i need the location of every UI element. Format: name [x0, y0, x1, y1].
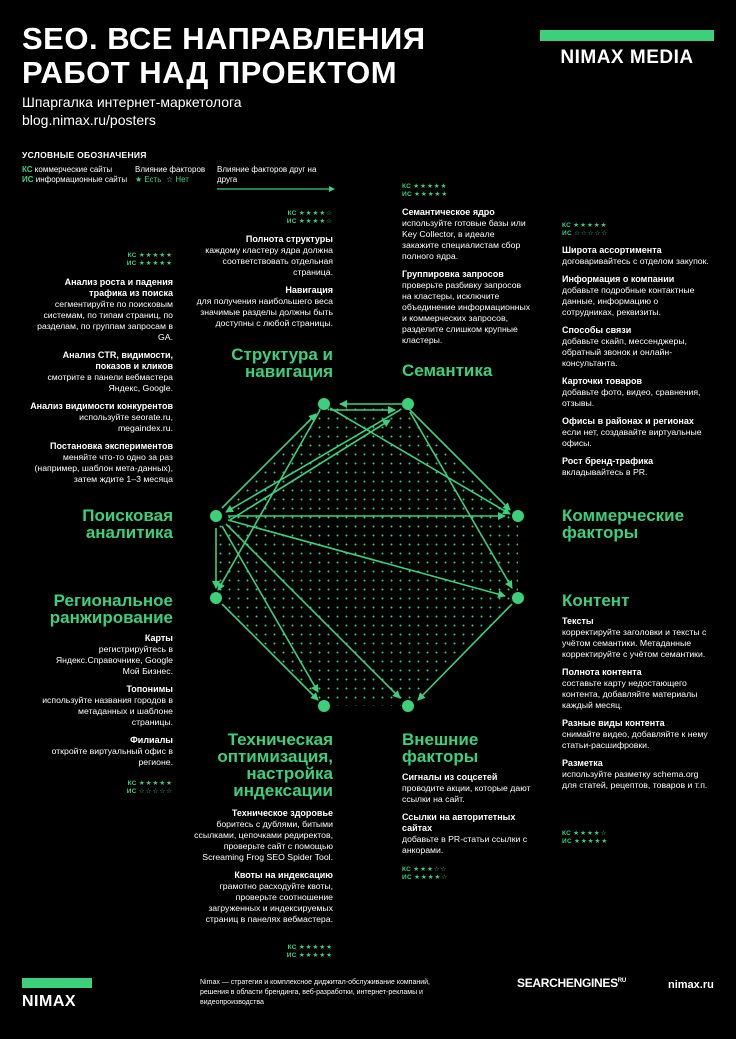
structure-title: Структура и навигация: [231, 345, 333, 381]
commercial-rating: КС ★★★★★ ИС ☆☆☆☆☆: [562, 222, 609, 237]
analytics-title: Поисковая аналитика: [82, 506, 173, 542]
node-technical: [318, 700, 330, 712]
legend-is-text: информационные сайты: [35, 175, 128, 184]
regional-items: Карты регистрируйтесь в Яндекс.Справочнике, Google Мой Бизнес. Топонимы используйте названия городов в метаданных и шаблоне страницы. Филиалы откройте виртуальный офис в регионе.: [42, 633, 173, 767]
content-rating: КС ★★★★☆ ИС ★★★★★: [562, 830, 609, 845]
semantics-items: Семантическое ядро используйте готовые базы или Key Collector, в идеале закажите специалистам сбор полного ядра. Группировка запросов проверьте разбивку запросов на кластеры, исключите объединение информационных и коммерческих запросов, разделите слишком крупные кластеры.: [402, 207, 531, 345]
analytics-items: Анализ роста и падения трафика из поиска сегментируйте по поисковым системам, по типам страниц, по разделам, по группам запросам в GA. Анализ CTR, видимости, показов и кликов смотрите в панели вебмастера Яндекс, Google. Анализ видимости конкурентов используйте seorate.ru, megaindex.ru. Постановка экспериментов меняйте что-то одно за раз (например, шаблон мета-данных), затем ждите 1–3 месяца: [30, 277, 173, 484]
external-title: Внешние факторы: [402, 730, 479, 766]
node-semantics: [402, 398, 414, 410]
footer-logo[interactable]: [22, 978, 92, 1011]
regional-rating: КС ★★★★★ ИС ☆☆☆☆☆: [126, 780, 173, 795]
dotted-octagon: [216, 404, 518, 706]
node-regional: [210, 592, 222, 604]
searchengines-logo-suffix: RU: [617, 978, 626, 984]
node-content: [512, 592, 524, 604]
brand-name: NIMAX MEDIA: [560, 47, 694, 68]
regional-title: Региональное ранжирование: [49, 591, 173, 627]
legend-is-code: ИС: [22, 175, 34, 184]
page-subtitle: Шпаргалка интернет-маркетолога blog.nimax.ru/posters: [22, 94, 242, 128]
structure-rating: КС ★★★★☆ ИС ★★★★☆: [286, 210, 333, 225]
node-structure: [318, 398, 330, 410]
footer-description: Nimax — стратегия и комплексное диджитал-обслуживание компаний, решения в области брендинга, веб-разработки, интернет-рекламы и видеопроизводства: [200, 979, 430, 1006]
technical-items: Техническое здоровье боритесь с дублями, битыми ссылками, цепочками редиректов, проверьте сайт с помощью Screaming Frog SEO Spider Tool. Квоты на индексацию грамотно расходуйте квоты, проверьте соотношение загруженных и индексируемых страниц в панелях вебмастера.: [194, 808, 333, 924]
commercial-title: Коммерческие факторы: [562, 506, 685, 542]
legend-influence: Влияние факторов: [135, 165, 206, 174]
legend-yes: ★ Есть: [135, 175, 162, 184]
structure-items: Полнота структуры каждому кластеру ядра должна соответствовать отдельная страница. Навигация для получения наибольшего веса значимые разделы должны быть доступны с любой страницы.: [196, 234, 333, 328]
searchengines-logo[interactable]: [517, 976, 626, 990]
analytics-rating: КС ★★★★★ ИС ★★★★★: [126, 252, 173, 267]
legend-ks-text: коммерческие сайты: [34, 165, 113, 174]
footer-site-link[interactable]: nimax.ru: [668, 979, 714, 991]
technical-rating: КС ★★★★★ ИС ★★★★★: [286, 944, 333, 959]
searchengines-logo-text: SEARCHENGINES: [517, 976, 618, 990]
node-commercial: [512, 510, 524, 522]
content-title: Контент: [562, 591, 630, 610]
footer-logo-text: NIMAX: [22, 993, 77, 1010]
legend-mutual: Влияние факторов друг на друга: [217, 165, 317, 184]
node-external: [402, 700, 414, 712]
legend-no: ☆ Нет: [165, 175, 189, 184]
legend-ks-code: КС: [22, 165, 33, 174]
legend-heading: УСЛОВНЫЕ ОБОЗНАЧЕНИЯ: [22, 150, 147, 160]
content-items: Тексты корректируйте заголовки и тексты с учётом семантики. Метаданные корректируйте с учётом семантики. Полнота контента составьте карту недостающего контента, добавляйте материалы каждый месяц. Разные виды контента снимайте видео, добавляйте к нему статьи-расшифровки. Разметка используйте разметку schema.org для статей, рецептов, товаров и т.п.: [562, 616, 708, 790]
external-rating: КС ★★★☆☆ ИС ★★★★☆: [402, 866, 449, 881]
page-title: SEO. ВСЕ НАПРАВЛЕНИЯ РАБОТ НАД ПРОЕКТОМ: [22, 21, 426, 90]
technical-title: Техническая оптимизация, настройка индексации: [217, 730, 333, 800]
blog-link[interactable]: blog.nimax.ru/posters: [22, 112, 156, 128]
commercial-items: Широта ассортимента договаривайтесь с отделом закупок. Информация о компании добавьте подробные контактные данные, информацию о сотрудниках, реквизиты. Способы связи добавьте скайп, мессенджеры, обратный звонок и онлайн-консультанта. Карточки товаров добавьте фото, видео, сравнения, отзывы. Офисы в районах и регионах если нет, создавайте виртуальные офисы. Рост бренд-трафика вкладывайтесь в PR.: [562, 245, 709, 477]
external-items: Сигналы из соцсетей проводите акции, которые дают ссылки на сайт. Ссылки на авторитетных сайтах добавьте в PR-статьи ссылки с анкорами.: [402, 772, 531, 855]
semantics-rating: КС ★★★★★ ИС ★★★★★: [402, 183, 449, 198]
node-analytics: [210, 510, 222, 522]
footer-brand-bar: [22, 978, 92, 988]
semantics-title: Семантика: [402, 361, 493, 380]
